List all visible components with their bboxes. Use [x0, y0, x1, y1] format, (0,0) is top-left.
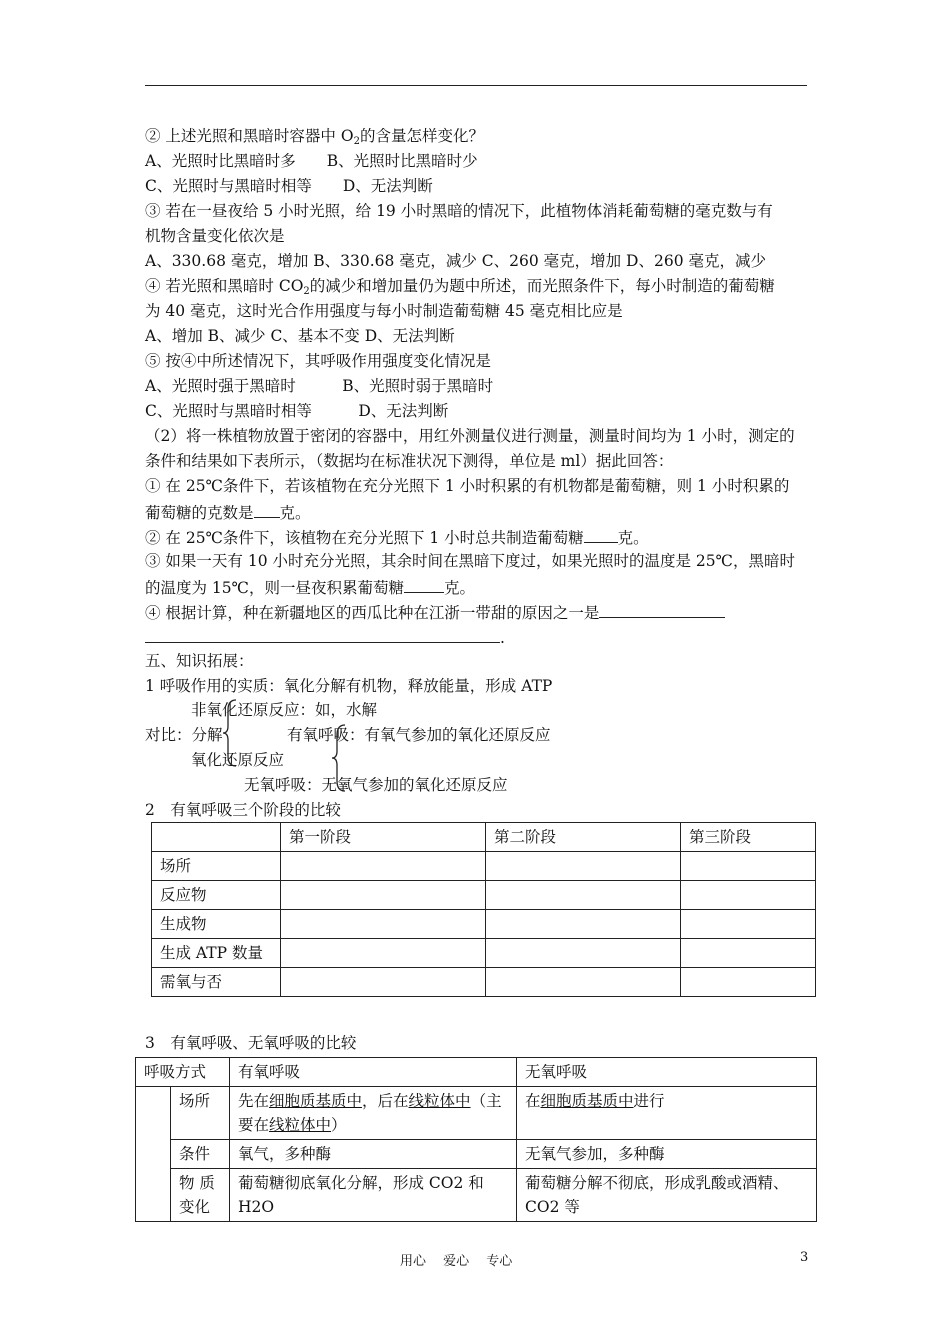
aerobic-location-cell: 先在细胞质基质中，后在线粒体中（主要在线粒体中）: [230, 1087, 517, 1140]
answer-blank[interactable]: [584, 526, 618, 543]
part2-sub1-line-1: ① 在 25℃条件下，若该植物在充分光照下 1 小时积累的有机物都是葡萄糖，则 1 小时积累的: [145, 477, 790, 495]
row-label: 场所: [171, 1087, 230, 1140]
table-3-title: 3 有氧呼吸、无氧呼吸的比较: [145, 1034, 357, 1052]
row-label: 条件: [171, 1140, 230, 1169]
question-5-options-ab: A、光照时强于黑暗时 B、光照时弱于黑暗时: [145, 377, 494, 395]
section-5-point-1: 1 呼吸作用的实质：氧化分解有机物，释放能量，形成 ATP: [145, 677, 553, 695]
table-row: [136, 1140, 817, 1169]
row-label: 生成物: [152, 910, 281, 939]
table-header-cell: 第二阶段: [486, 823, 681, 852]
question-4-line-2: 为 40 毫克，这时光合作用强度与每小时制造葡萄糖 45 毫克相比应是: [145, 302, 623, 320]
diagram-redox: 氧化还原反应: [191, 751, 285, 769]
table-2-title: 2 有氧呼吸三个阶段的比较: [145, 801, 341, 819]
left-brace-icon: [222, 698, 240, 768]
question-5-options-cd: C、光照时与黑暗时相等 D、无法判断: [145, 402, 449, 420]
table-row: [152, 852, 816, 881]
row-label: 生成 ATP 数量: [152, 939, 281, 968]
header-rule: [145, 85, 807, 86]
part2-intro-2: 条件和结果如下表所示，（数据均在标准状况下测得，单位是 ml）据此回答：: [145, 452, 674, 470]
question-2-options-ab: A、光照时比黑暗时多 B、光照时比黑暗时少: [145, 152, 478, 170]
table-header-cell: 第一阶段: [281, 823, 486, 852]
table-row: [152, 910, 816, 939]
anaerobic-condition-cell: 无氧气参加，多种酶: [517, 1140, 817, 1169]
answer-blank[interactable]: [145, 626, 500, 643]
question-3-options: A、330.68 毫克，增加 B、330.68 毫克，减少 C、260 毫克，增加 D、260 毫克，减少: [145, 252, 767, 270]
question-4-line-1: ④ 若光照和黑暗时 $CO_2$的减少和增加量仍为题中所述，而光照条件下，每小时制造的葡萄糖: [145, 277, 775, 297]
part2-sub4-continuation: .: [145, 626, 505, 648]
anaerobic-location-cell: 在细胞质基质中进行: [517, 1087, 817, 1140]
diagram-aerobic: 有氧呼吸：有氧气参加的氧化还原反应: [287, 726, 551, 744]
table-row: [136, 1087, 817, 1140]
right-brace-icon: [331, 723, 349, 793]
question-3-line-2: 机物含量变化依次是: [145, 227, 285, 245]
table-header-cell: 无氧呼吸: [517, 1058, 817, 1087]
table-header-row: [136, 1058, 817, 1087]
aerobic-condition-cell: 氧气，多种酶: [230, 1140, 517, 1169]
footer-motto: 用心 爱心 专心: [400, 1254, 513, 1269]
part2-sub3-line-1: ③ 如果一天有 10 小时充分光照，其余时间在黑暗下度过，如果光照时的温度是 25℃，黑暗时: [145, 552, 795, 570]
question-4-options: A、增加 B、减少 C、基本不变 D、无法判断: [145, 327, 455, 345]
part2-sub3-line-2: 的温度为 15℃，则一昼夜积累葡萄糖 克。: [145, 576, 475, 598]
row-label: 需氧与否: [152, 968, 281, 997]
answer-blank[interactable]: [254, 501, 280, 518]
row-label: 物 质 变化: [171, 1169, 230, 1222]
diagram-non-redox: 非氧化还原反应：如，水解: [191, 701, 378, 719]
part2-sub1-line-2: 葡萄糖的克数是 克。: [145, 501, 311, 523]
table-row: [136, 1169, 817, 1222]
part2-sub2: ② 在 25℃条件下，该植物在充分光照下 1 小时总共制造葡萄糖 克。: [145, 526, 649, 548]
question-2-options-cd: C、光照时与黑暗时相等 D、无法判断: [145, 177, 433, 195]
table-row: [152, 939, 816, 968]
aerobic-stages-table: [151, 822, 816, 997]
question-3-line-1: ③ 若在一昼夜给 5 小时光照，给 19 小时黑暗的情况下，此植物体消耗葡萄糖的毫克数与有: [145, 202, 773, 220]
question-5: ⑤ 按④中所述情况下，其呼吸作用强度变化情况是: [145, 352, 491, 370]
table-header-cell: 第三阶段: [681, 823, 816, 852]
row-label: 场所: [152, 852, 281, 881]
section-5-title: 五、知识拓展：: [145, 652, 254, 670]
part2-sub4: ④ 根据计算，种在新疆地区的西瓜比种在江浙一带甜的原因之一是: [145, 601, 725, 623]
table-header-cell: 有氧呼吸: [230, 1058, 517, 1087]
table-header-cell: [152, 823, 281, 852]
page-number: 3: [800, 1250, 809, 1265]
diagram-compare-label: 对比：分解: [145, 726, 223, 744]
question-2: ② 上述光照和黑暗时容器中 $O_2$的含量怎样变化？: [145, 127, 484, 147]
answer-blank[interactable]: [599, 601, 725, 618]
anaerobic-change-cell: 葡萄糖分解不彻底，形成乳酸或酒精、CO2 等: [517, 1169, 817, 1222]
respiration-comparison-table: [135, 1057, 817, 1222]
aerobic-change-cell: 葡萄糖彻底氧化分解，形成 CO2 和 H2O: [230, 1169, 517, 1222]
answer-blank[interactable]: [404, 576, 444, 593]
table-header-cell: 呼吸方式: [136, 1058, 230, 1087]
row-label: 反应物: [152, 881, 281, 910]
table-header-row: [152, 823, 816, 852]
diagram-anaerobic: 无氧呼吸：无氧气参加的氧化还原反应: [244, 776, 508, 794]
table-row: [152, 968, 816, 997]
table-row: [152, 881, 816, 910]
part2-intro-1: （2）将一株植物放置于密闭的容器中，用红外测量仪进行测量，测量时间均为 1 小时，测定的: [145, 427, 795, 445]
